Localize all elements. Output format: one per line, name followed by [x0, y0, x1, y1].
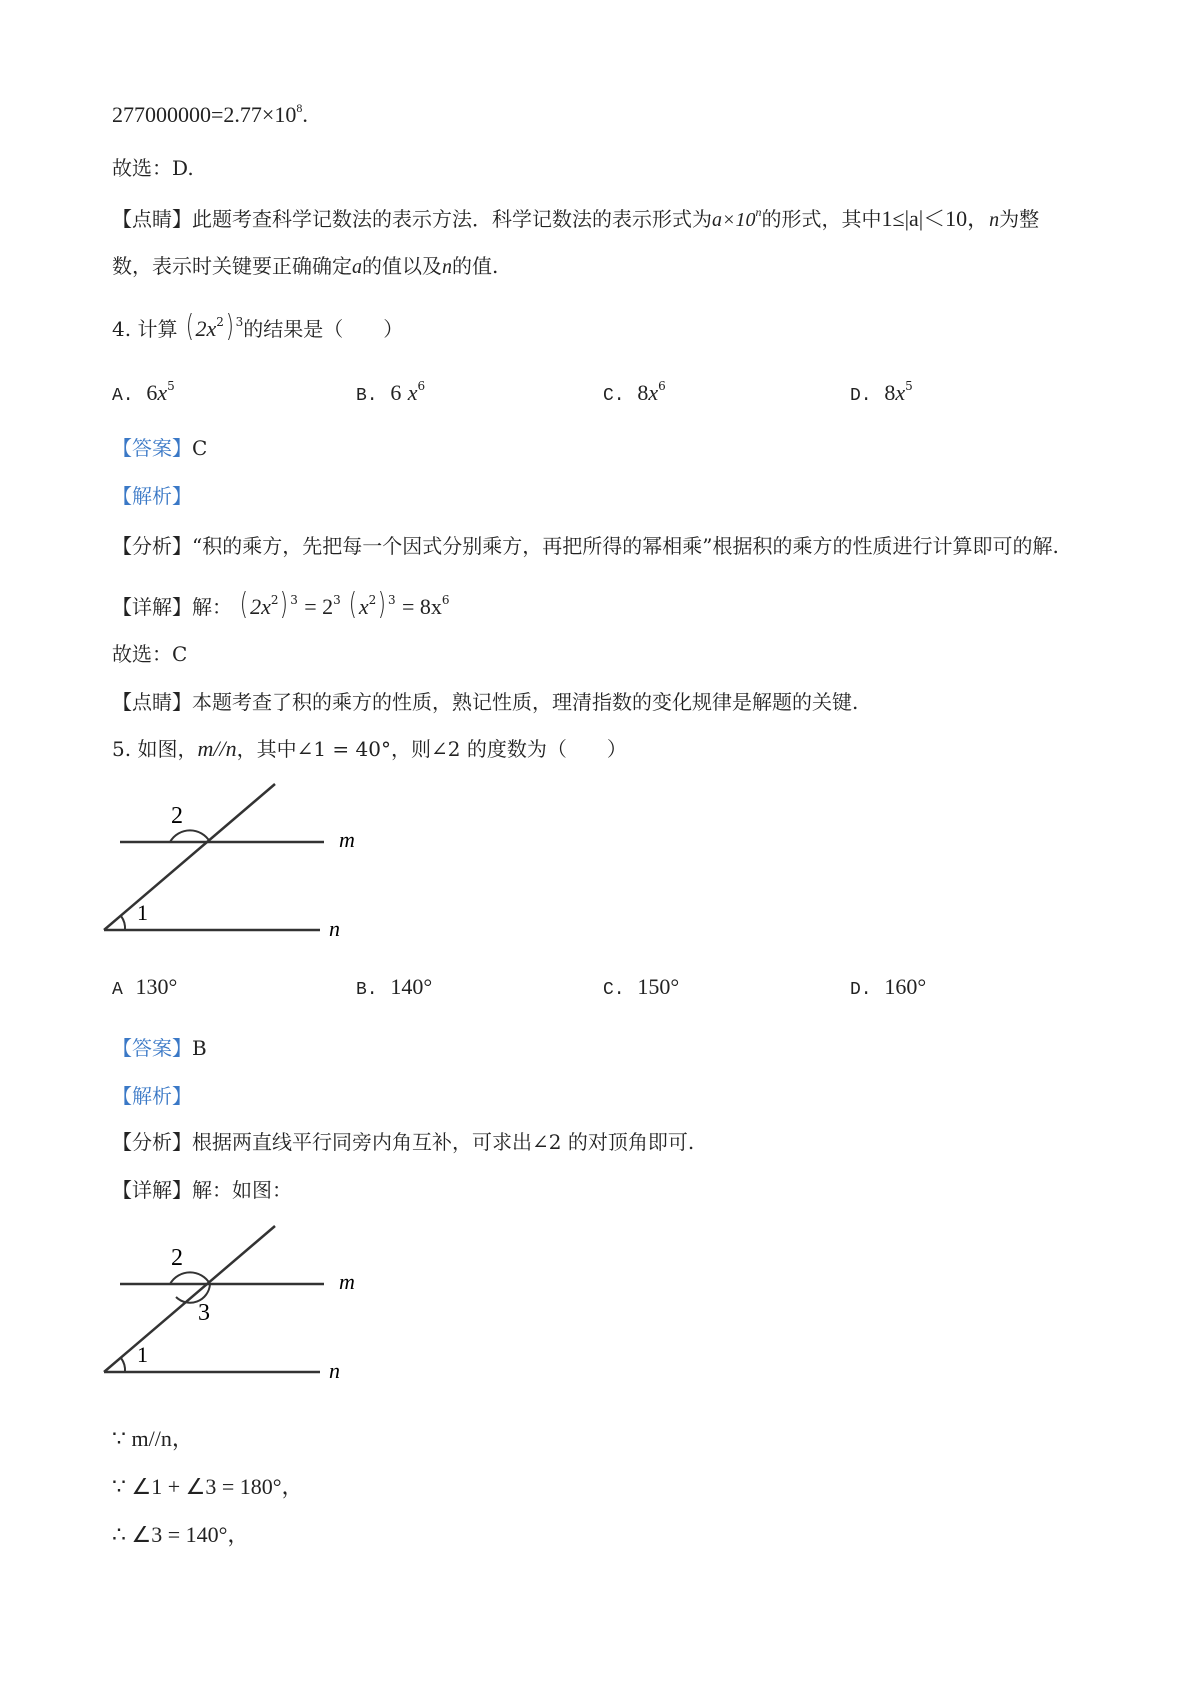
q4-option-a-var: x — [157, 380, 168, 405]
q5-answer-value: B — [192, 1036, 207, 1060]
q4-option-d-coef: 8 — [884, 380, 896, 405]
q3-calc-times: ×10 — [261, 102, 297, 127]
q5-option-b-letter: B. — [356, 980, 378, 1000]
q5-step3: ∴ ∠3 = 140°， — [112, 1522, 250, 1547]
q4-option-c-exp: 6 — [658, 379, 666, 393]
transversal-line — [104, 784, 275, 930]
q4-option-c-letter: C. — [603, 386, 625, 406]
q3-calc-exp: 8 — [296, 101, 303, 115]
q4-xiangjie — [112, 587, 450, 622]
q4-stem-exp2: 2 — [216, 315, 224, 329]
q4-option-b-exp: 6 — [417, 379, 426, 393]
q4-option-a-letter: A. — [112, 386, 134, 406]
line-n-label: n — [329, 916, 340, 941]
q3-dianjing2-text-b: 的值以及 — [362, 254, 442, 278]
q4-option-d-exp: 5 — [905, 379, 913, 393]
q5-stem-pre: 5. 如图， — [112, 737, 198, 761]
sol-angle1-label: 1 — [137, 1342, 148, 1367]
q5-option-c — [603, 976, 679, 999]
sol-transversal-line — [104, 1226, 275, 1372]
q4-stem-exp3: 3 — [235, 315, 244, 329]
q4-option-c-coef: 8 — [637, 380, 649, 405]
q4-option-b-var: x — [407, 380, 418, 405]
q4-option-c-var: x — [648, 380, 659, 405]
q3-dianjing-range: 1≤|a|＜10， — [881, 206, 990, 231]
sol-line-n-label: n — [329, 1358, 340, 1383]
q5-stem-mid: ，其中∠1 = 40°，则∠2 的度数为（ ） — [236, 737, 627, 761]
q4-answer-value: C — [192, 436, 208, 460]
q4-option-d-var: x — [895, 380, 906, 405]
q5-option-d — [850, 976, 926, 999]
q4-x-paren1-close: ) — [280, 587, 289, 622]
q4-x-eq4: = 8x — [401, 594, 442, 619]
angle2-label: 2 — [171, 803, 183, 829]
q3-calc-lhs: 277000000=2.77 — [112, 102, 262, 127]
q3-dianjing-math: a×10 — [712, 209, 756, 231]
q5-xiangjie: 【详解】解：如图： — [112, 1178, 292, 1202]
q3-calc-end: . — [302, 102, 308, 127]
line-m-label: m — [339, 827, 355, 852]
angle1-arc — [121, 916, 125, 930]
q4-paren-open: ( — [185, 309, 194, 344]
q4-x-paren2-open: ( — [348, 587, 358, 622]
q3-dianjing-text: 【点睛】此题考查科学记数法的表示方法．科学记数法的表示形式为 — [112, 207, 712, 231]
q4-option-b-coef: 6 — [390, 380, 402, 405]
q5-option-a — [112, 976, 177, 999]
q5-step1: ∵ m//n， — [112, 1426, 194, 1451]
q3-calc-line — [112, 101, 308, 127]
q5-jiexi-tag: 【解析】 — [112, 1084, 192, 1108]
q5-figure — [104, 784, 364, 954]
q4-x-eq1: 2x — [250, 594, 271, 619]
q4-option-b-letter: B. — [356, 386, 378, 406]
q3-dianjing-text-b: 的形式，其中 — [761, 207, 882, 231]
q5-option-a-letter: A — [112, 980, 123, 1000]
q5-option-a-value: 130° — [135, 974, 178, 999]
q4-x-eq2: = 2 — [304, 594, 334, 619]
q3-dianjing2-n: n — [442, 256, 452, 278]
q5-option-b — [356, 976, 432, 999]
q4-choice: 故选：C — [112, 642, 188, 666]
sol-angle2-label: 2 — [171, 1245, 183, 1271]
q4-x-paren2-close: ) — [378, 587, 387, 622]
q4-x-exp6: 6 — [441, 593, 450, 607]
q3-dianjing2-a: a — [352, 256, 362, 278]
q4-option-b — [356, 379, 426, 406]
q4-stem-2x: 2x — [195, 316, 217, 341]
q5-option-b-value: 140° — [390, 974, 433, 999]
q4-jiexi-tag: 【解析】 — [112, 484, 192, 508]
q3-dianjing-n: n — [989, 209, 1000, 231]
q4-answer-tag: 【答案】 — [112, 436, 192, 460]
q3-dianjing-exp: n — [755, 205, 762, 219]
q5-option-c-letter: C. — [603, 980, 625, 1000]
sol-angle1-arc — [121, 1358, 125, 1372]
q4-x-exp3c: 3 — [387, 593, 396, 607]
q4-x-eq3: x — [358, 594, 369, 619]
q5-answer — [112, 1038, 207, 1058]
q4-x-paren1-open: ( — [240, 587, 249, 622]
q3-dianjing-text-d: 为整 — [999, 207, 1040, 231]
angle1-label: 1 — [137, 900, 148, 925]
q3-dianjing-line2 — [112, 256, 498, 277]
q4-option-a — [112, 379, 175, 406]
sol-line-m-label: m — [339, 1269, 355, 1294]
q4-answer — [112, 438, 207, 458]
q4-option-d-letter: D. — [850, 386, 872, 406]
q4-option-d — [850, 379, 913, 406]
q3-dianjing2-text-c: 的值. — [452, 254, 499, 278]
q3-dianjing-line1 — [112, 205, 1040, 231]
q4-option-a-exp: 5 — [167, 379, 175, 393]
sol-angle2-arc — [170, 1272, 210, 1284]
q4-option-c — [603, 379, 666, 406]
q5-stem — [112, 738, 627, 760]
q5-step2: ∵ ∠1 + ∠3 = 180°， — [112, 1474, 304, 1499]
angle2-arc — [170, 830, 210, 842]
q4-x-exp2b: 2 — [368, 593, 377, 607]
q4-stem-pre: 4. 计算 — [112, 317, 178, 341]
q5-answer-tag: 【答案】 — [112, 1036, 192, 1060]
q5-option-c-value: 150° — [637, 974, 680, 999]
q3-dianjing2-text: 数，表示时关键要正确确定 — [112, 254, 352, 278]
q4-stem — [112, 309, 404, 344]
q5-fenxi: 【分析】根据两直线平行同旁内角互补，可求出∠2 的对顶角即可. — [112, 1130, 695, 1154]
q4-x-exp3b: 3 — [333, 593, 341, 607]
q4-xiangjie-pre: 【详解】解： — [112, 595, 232, 619]
q5-option-d-letter: D. — [850, 980, 872, 1000]
sol-angle3-label: 3 — [198, 1300, 210, 1326]
q5-solution-figure — [104, 1226, 364, 1396]
q4-dianjing: 【点睛】本题考查了积的乘方的性质，熟记性质，理清指数的变化规律是解题的关键. — [112, 690, 859, 714]
q5-option-d-value: 160° — [884, 974, 927, 999]
q4-x-exp3a: 3 — [290, 593, 298, 607]
q4-option-a-coef: 6 — [146, 380, 158, 405]
q5-stem-mn: m//n — [197, 736, 237, 761]
q4-x-exp2a: 2 — [270, 593, 279, 607]
q3-choice: 故选：D. — [112, 156, 194, 180]
q4-stem-post: 的结果是（ ） — [243, 317, 404, 341]
q4-fenxi: 【分析】“积的乘方，先把每一个因式分别乘方，再把所得的幂相乘”根据积的乘方的性质进行计算即可的解. — [112, 534, 1059, 558]
q4-paren-close: ) — [225, 309, 234, 344]
